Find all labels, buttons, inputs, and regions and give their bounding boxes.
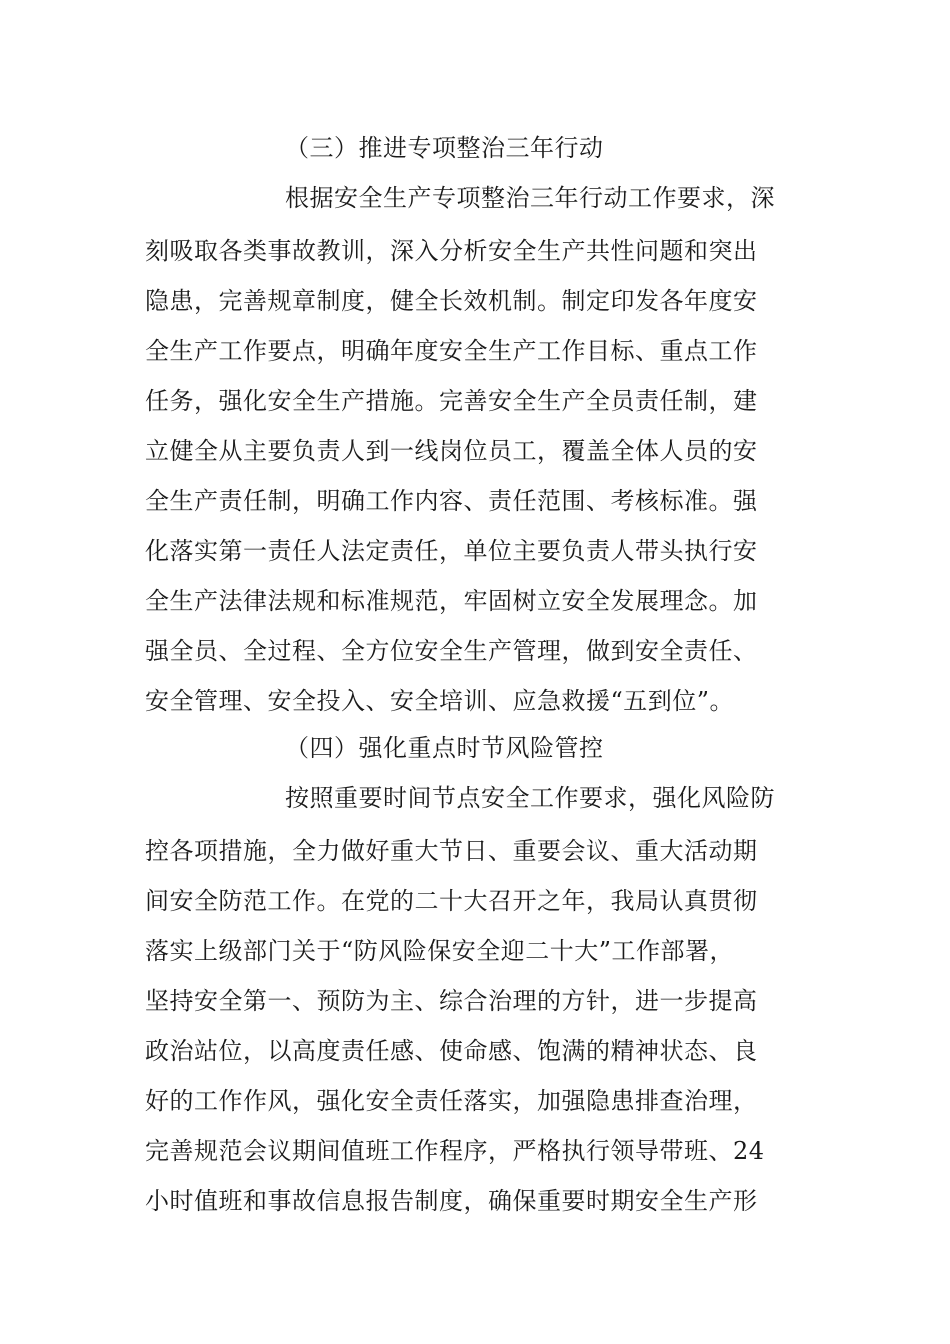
paragraph-line: 控各项措施，全力做好重大节日、重要会议、重大活动期 bbox=[145, 837, 758, 865]
paragraph-line: 全生产责任制，明确工作内容、责任范围、考核标准。强 bbox=[145, 487, 758, 515]
paragraph-line: 全生产法律法规和标准规范，牢固树立安全发展理念。加 bbox=[145, 587, 758, 615]
paragraph-line: 刻吸取各类事故教训，深入分析安全生产共性问题和突出 bbox=[145, 237, 758, 265]
paragraph-line: 好的工作作风，强化安全责任落实，加强隐患排查治理， bbox=[145, 1087, 758, 1115]
paragraph-line: 立健全从主要负责人到一线岗位员工，覆盖全体人员的安 bbox=[145, 437, 758, 465]
section-heading-3: （三）推进专项整治三年行动 bbox=[285, 134, 604, 162]
paragraph-line: 全生产工作要点，明确年度安全生产工作目标、重点工作 bbox=[145, 337, 758, 365]
paragraph-line: 根据安全生产专项整治三年行动工作要求，深 bbox=[285, 184, 775, 212]
paragraph-line: 政治站位，以高度责任感、使命感、饱满的精神状态、良 bbox=[145, 1037, 758, 1065]
paragraph-line: 强全员、全过程、全方位安全生产管理，做到安全责任、 bbox=[145, 637, 758, 665]
paragraph-line: 隐患，完善规章制度，健全长效机制。制定印发各年度安 bbox=[145, 287, 758, 315]
paragraph-line: 落实上级部门关于“防风险保安全迎二十大”工作部署， bbox=[145, 937, 735, 965]
paragraph-line: 坚持安全第一、预防为主、综合治理的方针，进一步提高 bbox=[145, 987, 758, 1015]
paragraph-line: 间安全防范工作。在党的二十大召开之年，我局认真贯彻 bbox=[145, 887, 758, 915]
paragraph-line: 化落实第一责任人法定责任，单位主要负责人带头执行安 bbox=[145, 537, 758, 565]
section-heading-4: （四）强化重点时节风险管控 bbox=[285, 734, 604, 762]
paragraph-line: 小时值班和事故信息报告制度，确保重要时期安全生产形 bbox=[145, 1187, 758, 1215]
paragraph-line: 按照重要时间节点安全工作要求，强化风险防 bbox=[285, 784, 775, 812]
paragraph-line: 完善规范会议期间值班工作程序，严格执行领导带班、24 bbox=[145, 1137, 765, 1165]
paragraph-line: 安全管理、安全投入、安全培训、应急救援“五到位”。 bbox=[145, 687, 735, 715]
paragraph-line: 任务，强化安全生产措施。完善安全生产全员责任制，建 bbox=[145, 387, 758, 415]
